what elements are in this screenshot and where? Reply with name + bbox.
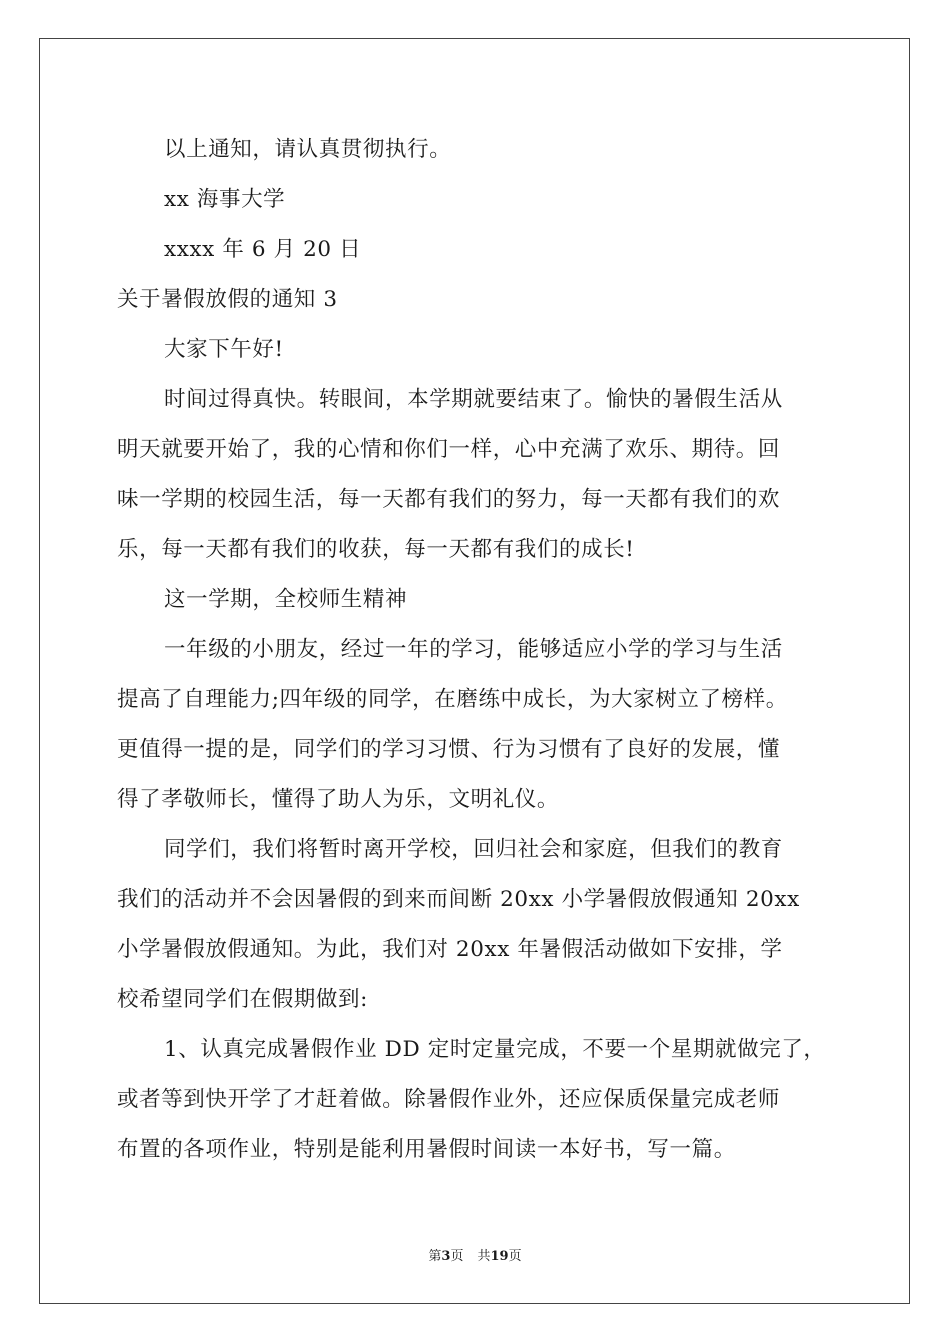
text-line: 1、认真完成暑假作业 DD 定时定量完成，不要一个星期就做完了， (164, 1037, 826, 1062)
text-line: 得了孝敬师长，懂得了助人为乐，文明礼仪。 (117, 787, 560, 812)
text-line: 我们的活动并不会因暑假的到来而间断 20xx 小学暑假放假通知 20xx (117, 887, 800, 912)
text-line-date: xxxx 年 6 月 20 日 (164, 237, 362, 262)
text-line: 小学暑假放假通知。为此，我们对 20xx 年暑假活动做如下安排，学 (117, 937, 783, 962)
text-line: 更值得一提的是，同学们的学习习惯、行为习惯有了良好的发展，懂 (117, 737, 781, 762)
text-line-closing: 以上通知，请认真贯彻执行。 (164, 137, 452, 162)
current-page-number: 3 (441, 1249, 451, 1264)
page-footer (0, 1248, 950, 1266)
text-line: 布置的各项作业，特别是能利用暑假时间读一本好书，写一篇。 (117, 1137, 736, 1162)
text-line: 一年级的小朋友，经过一年的学习，能够适应小学的学习与生活 (164, 637, 783, 662)
text-line: 或者等到快开学了才赶着做。除暑假作业外，还应保质保量完成老师 (117, 1087, 781, 1112)
text-line-signature: xx 海事大学 (164, 187, 286, 212)
page-label-suffix: 页 (450, 1249, 464, 1264)
text-line: 同学们，我们将暂时离开学校，回归社会和家庭，但我们的教育 (164, 837, 783, 862)
text-line-greeting: 大家下午好! (164, 337, 284, 362)
page-label-prefix: 第 (428, 1249, 442, 1264)
text-line: 明天就要开始了，我的心情和你们一样，心中充满了欢乐、期待。回 (117, 437, 781, 462)
text-line: 这一学期，全校师生精神 (164, 587, 408, 612)
text-line: 乐，每一天都有我们的收获，每一天都有我们的成长! (117, 537, 635, 562)
text-line: 时间过得真快。转眼间，本学期就要结束了。愉快的暑假生活从 (164, 387, 783, 412)
total-label-prefix: 共 (477, 1249, 491, 1264)
section-heading: 关于暑假放假的通知 3 (117, 287, 338, 312)
text-line: 味一学期的校园生活，每一天都有我们的努力，每一天都有我们的欢 (117, 487, 781, 512)
text-line: 提高了自理能力;四年级的同学，在磨练中成长，为大家树立了榜样。 (117, 687, 788, 712)
text-line: 校希望同学们在假期做到: (117, 987, 368, 1012)
total-label-suffix: 页 (508, 1249, 522, 1264)
total-pages-number: 19 (490, 1249, 509, 1264)
